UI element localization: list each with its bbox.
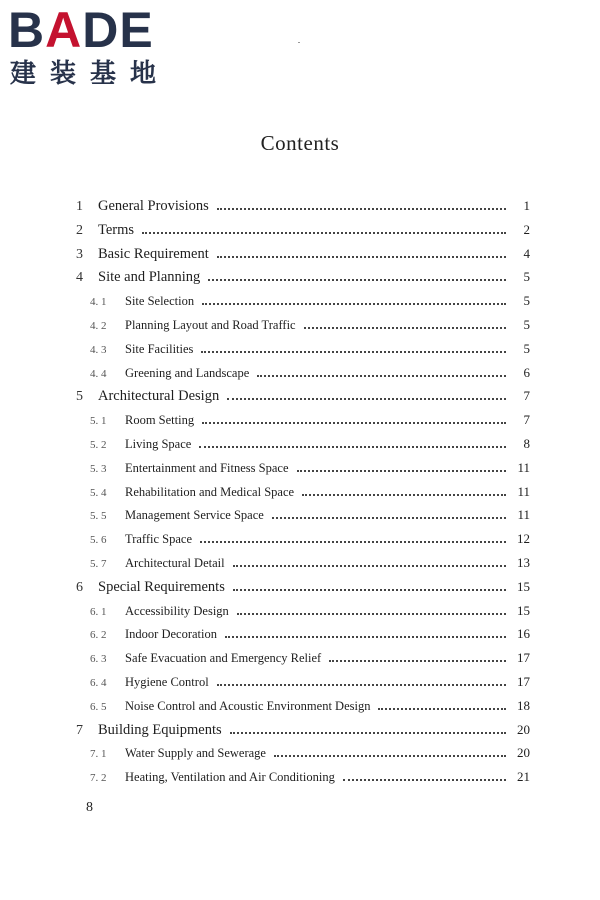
page-number: 8 xyxy=(86,800,93,815)
toc-chapter-entry xyxy=(70,242,530,266)
entry-number: 5. 1 xyxy=(90,415,107,428)
entry-title: Water Supply and Sewerage xyxy=(125,746,266,761)
dot-leader xyxy=(202,414,506,424)
dot-leader xyxy=(272,509,506,519)
entry-number: 5. 3 xyxy=(90,462,107,475)
toc-section-entry xyxy=(70,551,530,575)
scan-speck xyxy=(298,42,300,43)
logo-subtitle: 建装基地 xyxy=(10,59,171,89)
entry-number: 6. 1 xyxy=(90,605,107,618)
entry-number: 5. 7 xyxy=(90,557,107,570)
dot-leader xyxy=(297,462,506,472)
toc-chapter-entry xyxy=(70,575,530,599)
entry-number: 6 xyxy=(76,579,83,595)
entry-number: 7. 2 xyxy=(90,772,107,785)
toc-section-entry xyxy=(70,741,530,765)
entry-page-number: 12 xyxy=(517,531,530,547)
entry-title: Special Requirements xyxy=(98,578,225,595)
logo-accent-letter: A xyxy=(45,2,83,58)
entry-page-number: 8 xyxy=(523,435,530,451)
entry-page-number: 7 xyxy=(523,388,530,404)
entry-number: 6. 4 xyxy=(90,676,107,689)
entry-title: General Provisions xyxy=(98,198,209,214)
table-of-contents xyxy=(70,194,530,789)
dot-leader xyxy=(208,271,506,281)
toc-section-entry xyxy=(70,337,530,361)
entry-page-number: 5 xyxy=(523,269,530,285)
toc-chapter-entry xyxy=(70,218,530,242)
entry-title: Greening and Landscape xyxy=(125,365,250,380)
toc-section-entry xyxy=(70,765,530,789)
toc-section-entry xyxy=(70,503,530,527)
entry-page-number: 15 xyxy=(517,602,530,618)
entry-number: 6. 3 xyxy=(90,653,107,666)
dot-leader xyxy=(227,390,506,400)
toc-section-entry xyxy=(70,694,530,718)
entry-title: Rehabilitation and Medical Space xyxy=(125,484,295,499)
entry-title: Site Selection xyxy=(125,294,195,309)
entry-title: Hygiene Control xyxy=(125,674,209,689)
entry-title: Building Equipments xyxy=(98,721,222,738)
toc-chapter-entry xyxy=(70,194,530,218)
entry-page-number: 5 xyxy=(523,293,530,309)
entry-number: 5. 4 xyxy=(90,486,107,499)
entry-title: Site and Planning xyxy=(98,269,201,286)
entry-number: 5 xyxy=(76,389,83,405)
entry-title: Architectural Design xyxy=(98,388,220,405)
dot-leader xyxy=(302,486,506,496)
dot-leader xyxy=(142,224,506,234)
entry-title: Basic Requirement xyxy=(98,245,209,262)
entry-page-number: 17 xyxy=(517,673,530,689)
entry-title: Planning Layout and Road Traffic xyxy=(125,317,296,332)
entry-number: 4. 2 xyxy=(90,319,107,332)
dot-leader xyxy=(378,700,506,710)
entry-page-number: 2 xyxy=(523,221,530,237)
entry-title: Living Space xyxy=(125,436,192,451)
page-title: Contents xyxy=(260,131,340,155)
dot-leader xyxy=(237,605,506,615)
toc-chapter-entry xyxy=(70,718,530,742)
entry-number: 3 xyxy=(76,246,83,262)
dot-leader xyxy=(329,652,506,662)
dot-leader xyxy=(225,628,506,638)
dot-leader xyxy=(200,533,506,543)
toc-chapter-entry xyxy=(70,384,530,408)
entry-number: 2 xyxy=(76,222,83,238)
dot-leader xyxy=(217,248,506,258)
dot-leader xyxy=(202,295,506,305)
entry-page-number: 13 xyxy=(517,554,530,570)
dot-leader xyxy=(274,747,506,757)
entry-number: 4. 4 xyxy=(90,367,107,380)
entry-title: Accessibility Design xyxy=(125,603,229,618)
dot-leader xyxy=(233,557,506,567)
toc-section-entry xyxy=(70,527,530,551)
entry-title: Safe Evacuation and Emergency Relief xyxy=(125,651,322,666)
entry-title: Noise Control and Acoustic Environment Design xyxy=(125,698,371,713)
entry-page-number: 21 xyxy=(517,769,530,785)
toc-section-entry xyxy=(70,408,530,432)
entry-page-number: 11 xyxy=(517,507,530,523)
dot-leader xyxy=(343,771,506,781)
toc-section-entry xyxy=(70,456,530,480)
toc-section-entry xyxy=(70,622,530,646)
entry-page-number: 7 xyxy=(523,412,530,428)
entry-title: Architectural Detail xyxy=(125,555,225,570)
toc-section-entry xyxy=(70,432,530,456)
toc-section-entry xyxy=(70,599,530,623)
entry-number: 4 xyxy=(76,270,83,286)
entry-page-number: 11 xyxy=(517,483,530,499)
dot-leader xyxy=(233,581,506,591)
toc-section-entry xyxy=(70,313,530,337)
entry-number: 4. 1 xyxy=(90,296,107,309)
toc-chapter-entry xyxy=(70,265,530,289)
entry-page-number: 18 xyxy=(517,697,530,713)
entry-number: 4. 3 xyxy=(90,343,107,356)
entry-title: Entertainment and Fitness Space xyxy=(125,460,289,475)
toc-section-entry xyxy=(70,480,530,504)
toc-section-entry xyxy=(70,361,530,385)
entry-page-number: 1 xyxy=(523,198,530,213)
entry-number: 5. 5 xyxy=(90,510,107,523)
entry-page-number: 11 xyxy=(517,459,530,475)
entry-page-number: 5 xyxy=(523,340,530,356)
toc-section-entry xyxy=(70,646,530,670)
entry-page-number: 5 xyxy=(523,316,530,332)
toc-section-entry xyxy=(70,289,530,313)
dot-leader xyxy=(217,200,506,210)
entry-page-number: 15 xyxy=(517,578,530,594)
entry-number: 5. 6 xyxy=(90,534,107,547)
logo-wordmark: BADE xyxy=(8,2,154,58)
toc-section-entry xyxy=(70,670,530,694)
dot-leader xyxy=(257,367,506,377)
dot-leader xyxy=(230,724,506,734)
entry-title: Heating, Ventilation and Air Conditioning xyxy=(125,770,335,785)
entry-number: 7 xyxy=(76,722,83,738)
dot-leader xyxy=(217,676,506,686)
entry-page-number: 20 xyxy=(517,721,530,737)
dot-leader xyxy=(304,319,506,329)
entry-page-number: 6 xyxy=(523,364,530,380)
entry-number: 6. 5 xyxy=(90,700,107,713)
entry-page-number: 17 xyxy=(517,650,530,666)
dot-leader xyxy=(199,438,506,448)
entry-page-number: 4 xyxy=(523,245,530,261)
entry-title: Site Facilities xyxy=(125,341,194,356)
entry-number: 6. 2 xyxy=(90,629,107,642)
entry-page-number: 20 xyxy=(517,745,530,761)
entry-title: Room Setting xyxy=(125,413,195,428)
bade-logo xyxy=(6,2,176,92)
entry-title: Indoor Decoration xyxy=(125,627,217,642)
entry-number: 5. 2 xyxy=(90,438,107,451)
entry-number: 1 xyxy=(76,199,83,214)
dot-leader xyxy=(201,343,506,353)
entry-title: Management Service Space xyxy=(125,508,264,523)
entry-number: 7. 1 xyxy=(90,748,107,761)
entry-page-number: 16 xyxy=(517,626,530,642)
entry-title: Terms xyxy=(98,221,135,238)
entry-title: Traffic Space xyxy=(125,532,192,547)
